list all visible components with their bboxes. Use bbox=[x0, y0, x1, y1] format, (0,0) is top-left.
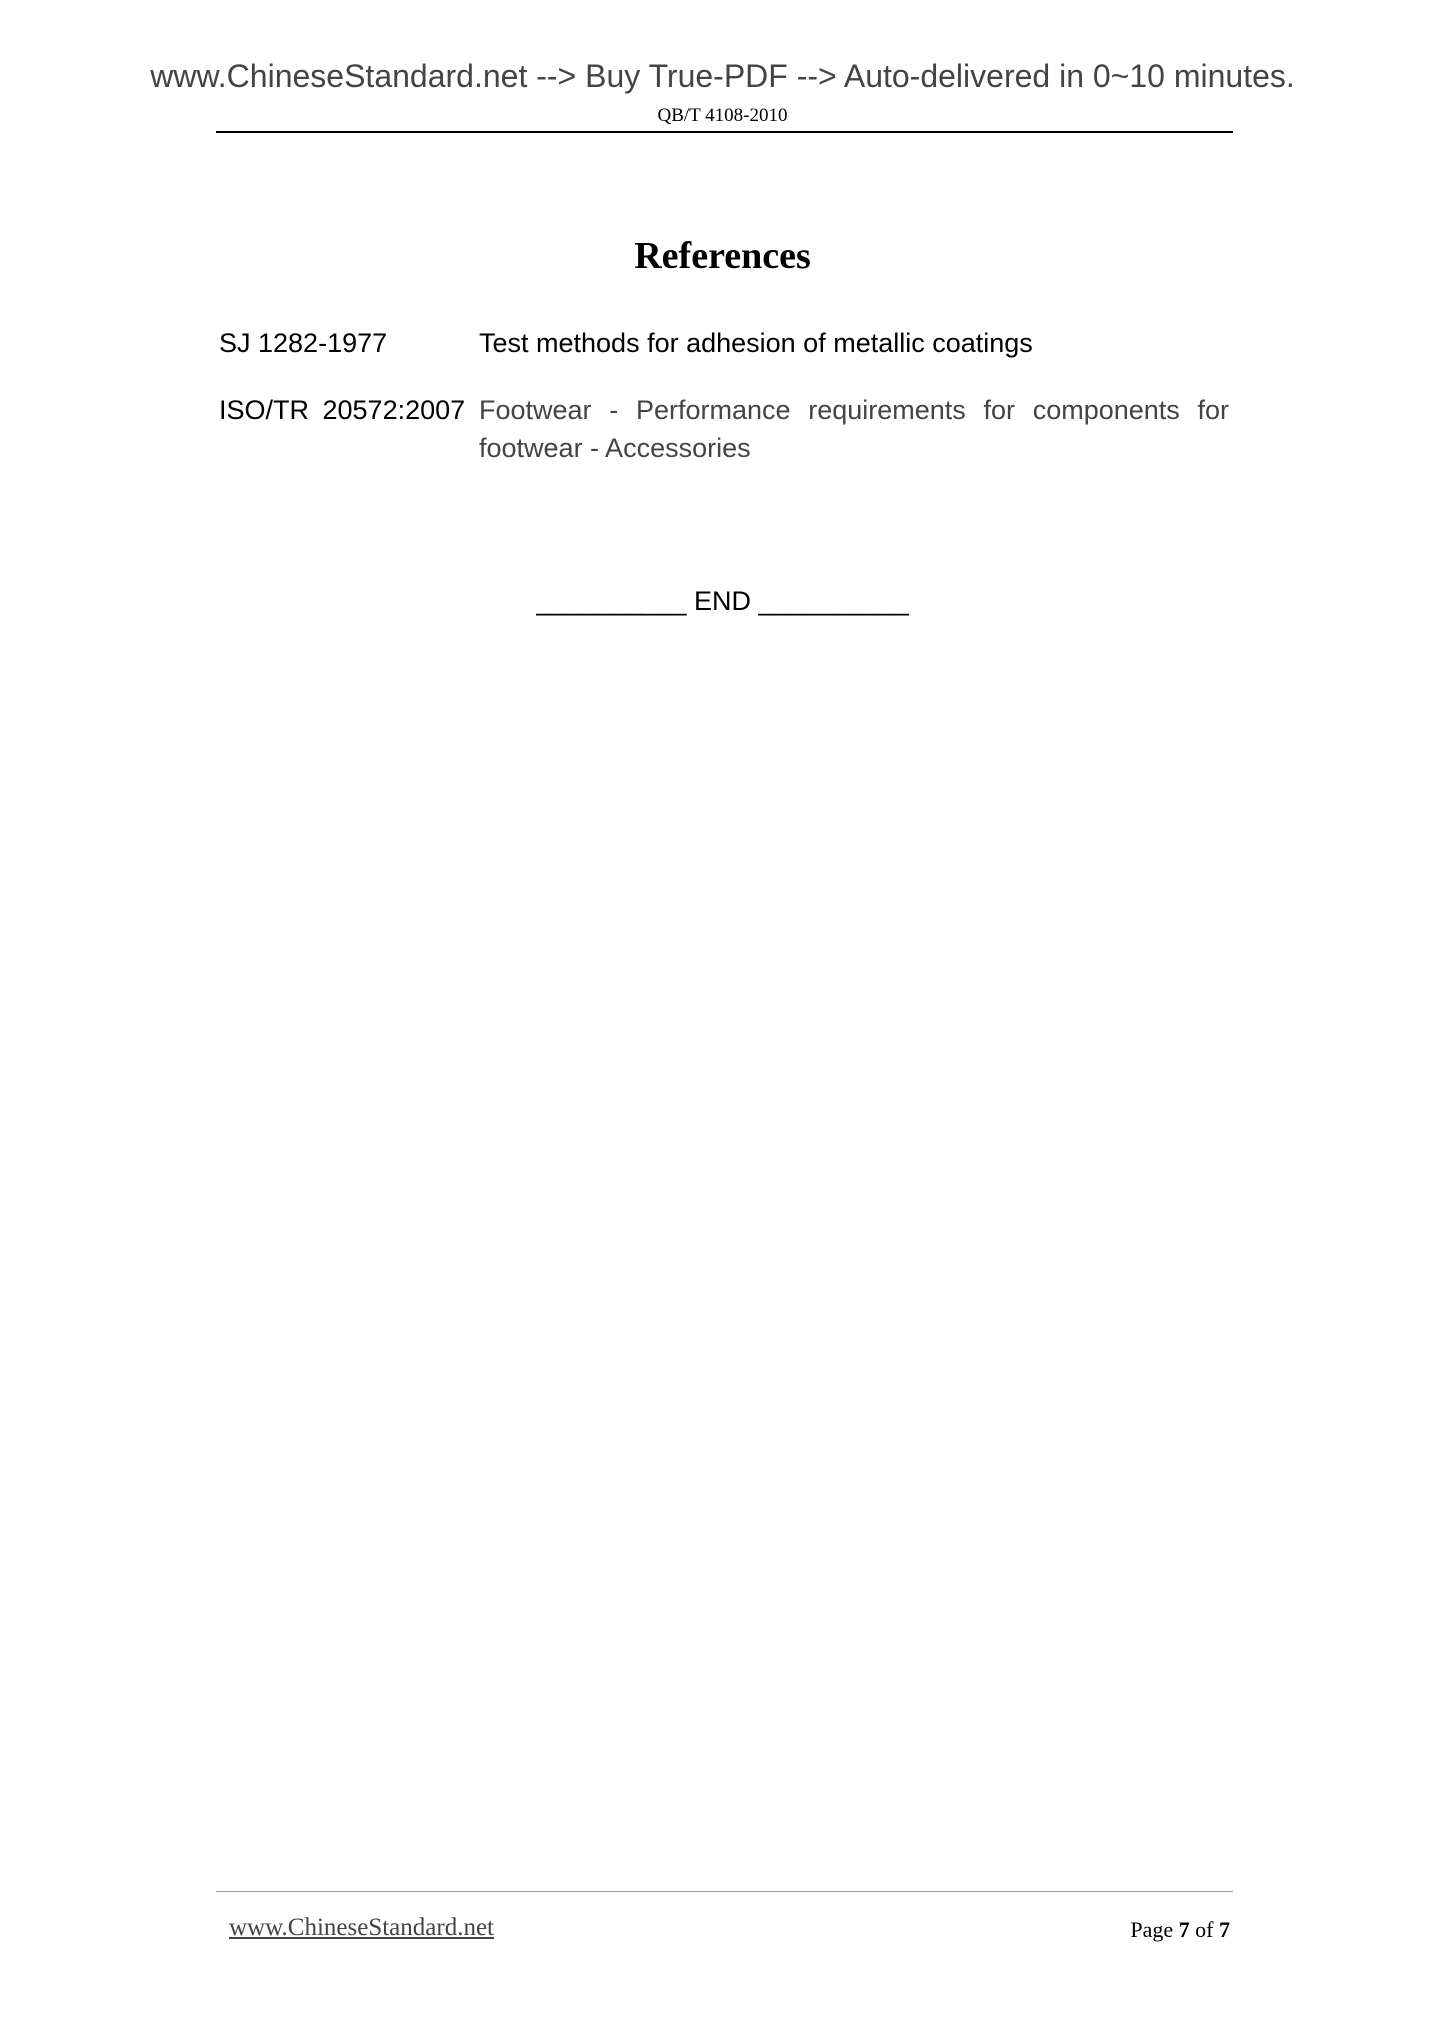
document-code: QB/T 4108-2010 bbox=[657, 105, 788, 126]
footer-site-link[interactable]: www.ChineseStandard.net bbox=[229, 1914, 494, 1941]
end-marker: __________ END __________ bbox=[536, 586, 909, 616]
reference-description: Footwear - Performance requirements for components for footwear - Accessories bbox=[479, 395, 1229, 463]
reference-item bbox=[219, 391, 1229, 467]
site-banner[interactable]: www.ChineseStandard.net --> Buy True-PDF --> Auto-delivered in 0~10 minutes. bbox=[150, 58, 1295, 94]
header-divider bbox=[216, 131, 1233, 133]
page-of: of bbox=[1195, 1917, 1214, 1942]
reference-item bbox=[219, 324, 1229, 362]
reference-code: SJ 1282-1977 bbox=[219, 328, 388, 358]
page-title: References bbox=[634, 235, 811, 277]
page-number bbox=[1130, 1915, 1230, 1945]
footer-divider bbox=[216, 1891, 1233, 1892]
page-total: 7 bbox=[1219, 1917, 1230, 1942]
page-prefix: Page bbox=[1130, 1917, 1174, 1942]
page-current: 7 bbox=[1178, 1917, 1190, 1942]
reference-code: ISO/TR 20572:2007 bbox=[219, 395, 466, 425]
reference-description: Test methods for adhesion of metallic coatings bbox=[479, 328, 1033, 358]
